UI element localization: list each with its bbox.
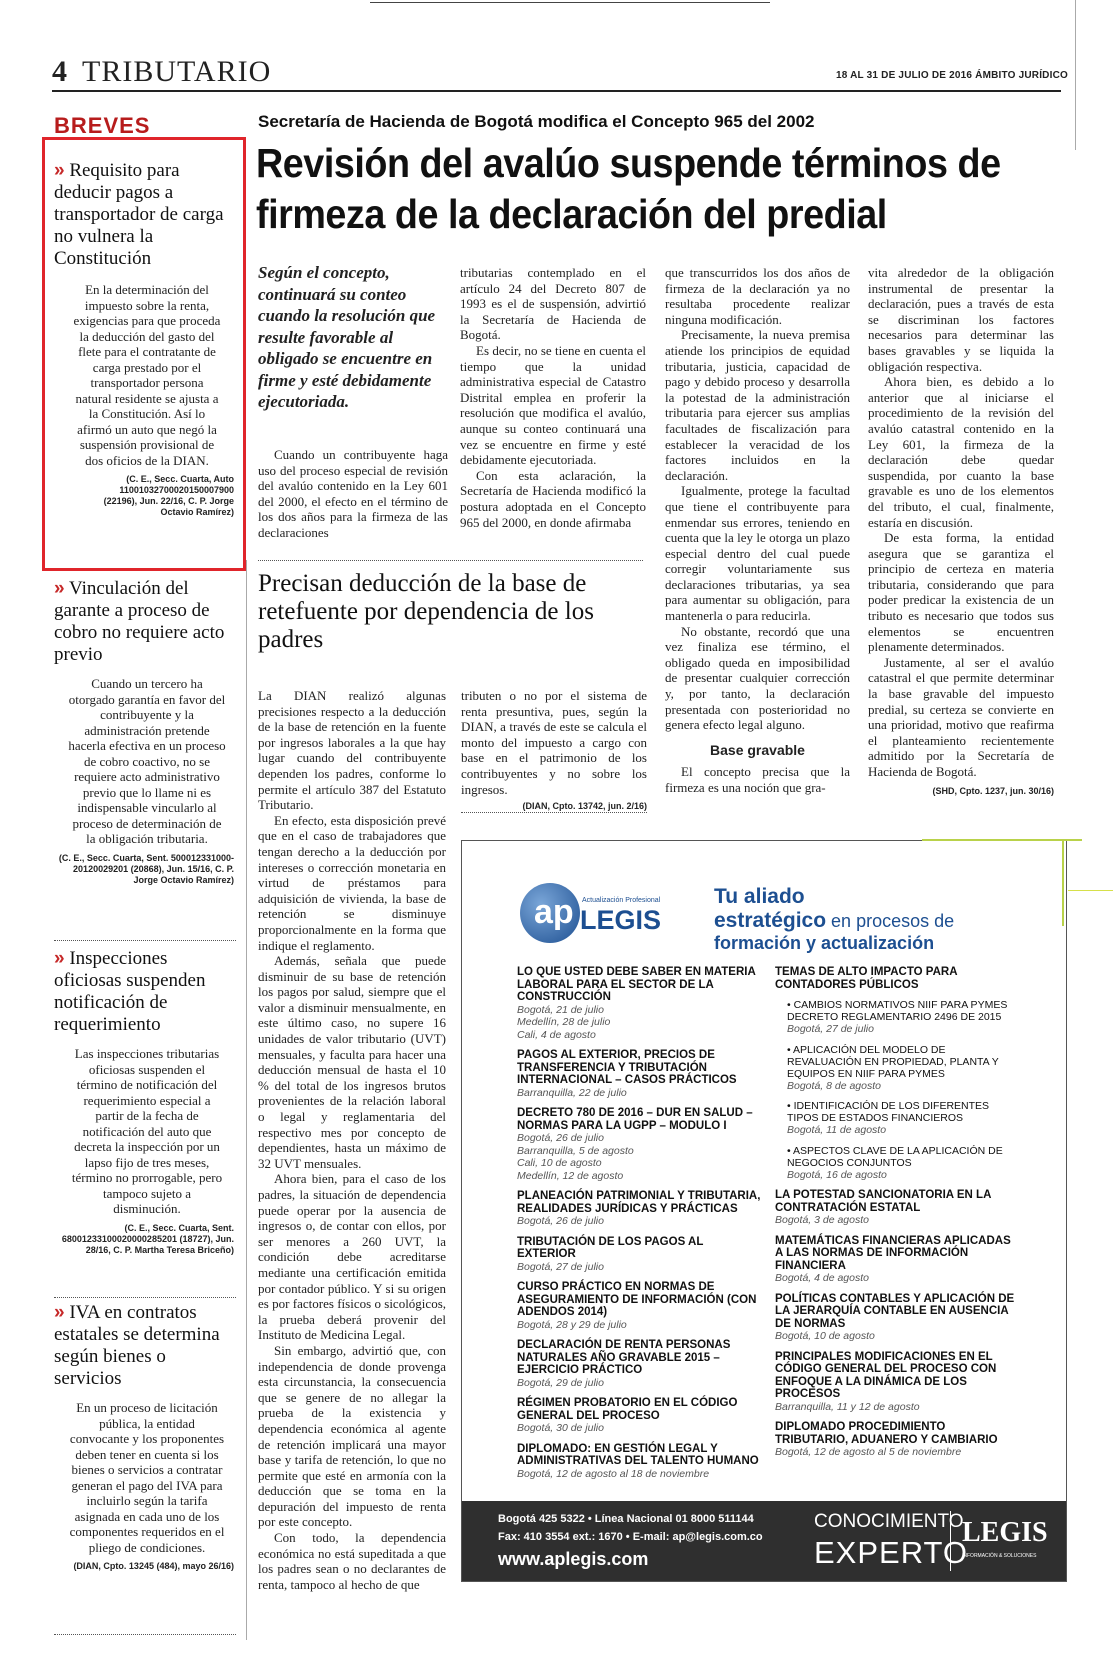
breves-label: BREVES [54,113,151,138]
slogan-line: formación y actualización [714,933,935,953]
brief-title: » Requisito para deducir pagos a transportador de carga no vulnera la Constitución [54,160,224,269]
article2-headline: Precisan deducción de la base de retefuente por dependencia de los padres [258,570,594,653]
paragraph: tributarias contemplado en el artículo 24 del Decreto 807 de 1993 es el de suspensión, advirtió la Secretaría de Hacienda de Bogotá. [460,265,646,343]
footer-divider [950,1511,951,1571]
paragraph: que transcurridos los dos años de firmeza de la declaración ya no resultaba procedente realizar ninguna modificación. [665,265,850,327]
course-title: DIPLOMADO PROCEDIMIENTO TRIBUTARIO, ADUANERO Y CAMBIARIO [775,1421,998,1446]
brief-cite: (C. E., Secc. Cuarta, Sent. 68001233100020000285201 (18727), Jun. 28/16, C. P. Martha Teresa Briceño) [61,1222,234,1255]
course-title: LA POTESTAD SANCIONATORIA EN LA CONTRATACIÓN ESTATAL [775,1189,991,1214]
paragraph: vita alrededor de la obligación instrumental de presentar la declaración, pues a través de esta se discriminan los factores necesarios para determinar las bases gravables y se liquida la obligación respectiva. [868,265,1054,374]
brief-1 [54,160,234,518]
paragraph: Además, señala que puede disminuir de su base de retención los pagos por salud, siempre que el valor a disminuir mensualmente, en este último caso, no supere 16 unidades de valor tributario (UVT) mensuales, y faculta para hacer una deducción mensual de hasta el 10 % del total de los ingresos brutos provenientes de la relación laboral o legal y reglamentaria del respectivo mes por concepto de dependientes, hasta un máximo de 32 UVT mensuales. [258,953,446,1171]
course-item[interactable] [775,1421,1020,1459]
brief-title: » Vinculación del garante a proceso de cobro no requiere acto previo [54,578,225,665]
course-date: Bogotá, 26 de julio [517,1215,604,1227]
double-arrow-icon: » [54,160,65,181]
footer-website[interactable]: www.aplegis.com [498,1549,649,1569]
course-title: • CAMBIOS NORMATIVOS NIIF PARA PYMES DECRETO REGLAMENTARIO 2496 DE 2015 [787,999,1008,1023]
course-date: Cali, 4 de agosto [517,1028,596,1041]
course-item[interactable] [517,1281,762,1331]
footer-brand: LEGIS [962,1517,1048,1548]
footer-phone: Bogotá 425 5322 • Línea Nacional 01 8000 511144 [498,1513,754,1525]
course-date: Barranquilla, 5 de agosto [517,1144,634,1157]
course-date: Bogotá, 4 de agosto [775,1272,869,1284]
paragraph: En efecto, esta disposición prevé que en el caso de trabajadores que tengan derecho a la deducción por intereses o corrección monetaria en virtud de préstamos para adquisición de vivienda, la base de retención se disminuye proporcionalmente en la forma que indique el reglamento. [258,812,446,953]
logo-small-text: Actualización Profesional [582,897,661,904]
slogan-bold: estratégico [714,909,827,932]
course-title: DIPLOMADO: EN GESTIÓN LEGAL Y ADMINISTRATIVAS DEL TALENTO HUMANO [517,1442,759,1467]
course-date: Bogotá, 29 de julio [517,1376,604,1389]
course-item[interactable] [517,966,762,1041]
course-item[interactable] [517,1107,762,1182]
article-divider [258,560,643,561]
course-item[interactable] [517,1049,762,1099]
course-date: Bogotá, 28 y 29 de julio [517,1318,627,1331]
footer-tag-2: EXPERTO [814,1535,969,1570]
course-item[interactable] [775,1293,1020,1343]
brief-title: » IVA en contratos estatales se determina según bienes o servicios [54,1302,220,1389]
footer-tag-1: CONOCIMIENTO [814,1511,964,1532]
article-kicker: Secretaría de Hacienda de Bogotá modifica el Concepto 965 del 2002 [258,112,815,131]
article-column-4 [868,265,1054,799]
article2-divider [461,812,647,813]
paragraph: Ahora bien, para el caso de los padres, la situación de dependencia puede operar por la ausencia de ingresos o, de contar con ellos, por ser menores a 260 UVT, la condición debe acreditarse mediante una certificación emitida por contador público. Y si su origen es por factores físicos o sicológicos, la prueba deberá provenir del Instituto de Medicina Legal. [258,1171,446,1343]
aplegis-advertisement[interactable] [461,840,1067,1582]
paragraph: Es decir, no se tiene en cuenta el tiempo que la unidad administrativa especial de Catastro Distrital emplea en proferir la resolución que modifica el avalúo, aunque su conteo continuará una vez se encuentre en firme y esté debidamente ejecutoriada. [460,342,646,468]
course-title: • ASPECTOS CLAVE DE LA APLICACIÓN DE NEGOCIOS CONJUNTOS [787,1144,1003,1169]
dateline: 18 AL 31 DE JULIO DE 2016 ÁMBITO JURÍDICO [836,70,1068,81]
slogan-line: Tu aliado [714,885,805,908]
brief-body: Las inspecciones tributarias oficiosas suspenden el término de notificación del requerimiento especial a partir de la fecha de notificación del auto que decreta la inspección por un lapso fijo de tres meses, término no prorrogable, pero tampoco sujeto a disminución. [71,1046,223,1216]
course-date: Barranquilla, 11 y 12 de agosto [775,1400,920,1413]
paragraph: Igualmente, protege la facultad que tiene el contribuyente para enmendar sus errores, teniendo en cuenta que la ley le otorga un plazo especial dentro del cual puede corregir voluntariamente sus declaraciones tributarias, ya sea para aumentar su obligación, para mantenerla o para reducirla. [665,483,850,624]
course-date: Bogotá, 16 de agosto [787,1168,887,1181]
course-item[interactable] [775,1189,1020,1227]
brief-4 [54,1302,234,1572]
course-title: DECRETO 780 DE 2016 – DUR EN SALUD – NORMAS PARA LA UGPP – MODULO I [517,1107,753,1132]
section-title: TRIBUTARIO [82,55,272,88]
article-column-3 [665,265,850,796]
course-title: • IDENTIFICACIÓN DE LOS DIFERENTES TIPOS DE ESTADOS FINANCIEROS [787,1100,990,1124]
course-date: Bogotá, 8 de agosto [787,1079,881,1092]
ad-green-rule [922,839,1082,841]
course-title: PLANEACIÓN PATRIMONIAL Y TRIBUTARIA, REALIDADES JURÍDICAS Y PRÁCTICAS [517,1190,761,1215]
brief-divider [54,1634,236,1635]
course-title: LO QUE USTED DEBE SABER EN MATERIA LABORAL PARA EL SECTOR DE LA CONSTRUCCIÓN [517,966,756,1003]
course-date: Bogotá, 12 de agosto al 5 de noviembre [775,1446,962,1458]
pull-quote: Según el concepto, continuará su conteo cuando la resolución que resulte favorable al obligado se encuentre en firme y esté debidamente ejecutoriada. [258,263,436,411]
header-rule [52,90,1061,92]
logo-legis: LEGIS [580,905,662,935]
page-number: 4 [52,55,68,88]
course-item[interactable] [517,1339,762,1389]
paragraph: Sin embargo, advirtió que, con independencia de donde provenga esta circunstancia, la consecuencia que se genere de no allegar la prueba de la existencia y dependencia económica al agente de retención implicará una mayor base y tarifa de retención, lo que no permite que esté en armonía con la deducción que se toma en la depuración del impuesto de renta por este concepto. [258,1342,446,1530]
brief-2 [54,578,234,886]
course-date: Bogotá, 21 de julio [517,1003,604,1016]
subtitle-base-gravable: Base gravable [710,741,805,758]
article2-cite: (DIAN, Cpto. 13742, jun. 2/16) [522,801,647,812]
article2-column-2 [461,688,647,815]
course-date: Medellín, 12 de agosto [517,1169,624,1182]
ad-right-sub-list [787,999,1020,1181]
course-date: Bogotá, 10 de agosto [775,1330,875,1342]
column-rule [246,560,247,1640]
course-title: CURSO PRÁCTICO EN NORMAS DE ASEGURAMIENTO DE INFORMACIÓN (CON ADENDOS 2014) [517,1281,757,1318]
ad-right-column [775,966,1020,1467]
slogan-line [714,909,954,933]
paragraph: Con todo, la dependencia económica no está supeditada a que los padres sean o no declarantes de renta, tampoco al hecho de que [258,1530,446,1592]
aplegis-logo [520,883,670,943]
course-date: Cali, 10 de agosto [517,1157,602,1169]
paragraph: Justamente, al ser el avalúo catastral el que permite determinar la base gravable del impuesto predial, su certeza se convierte en una prioridad, motivo que reafirma el planteamiento recientemente admitido por la Secretaría de Hacienda de Bogotá. [868,654,1054,779]
course-date: Medellín, 28 de julio [517,1016,611,1028]
footer-brand-sub: INFORMACIÓN & SOLUCIONES [962,1553,1037,1559]
ad-left-column [517,966,762,1488]
course-title: • APLICACIÓN DEL MODELO DE REVALUACIÓN EN PROPIEDAD, PLANTA Y EQUIPOS EN NIIF PARA PYMES [787,1043,999,1080]
course-date: Bogotá, 26 de julio [517,1132,604,1144]
brief-divider [54,940,236,941]
ad-slogan [714,885,954,954]
course-item[interactable] [517,1236,762,1274]
article-cite: (SHD, Cpto. 1237, jun. 30/16) [932,785,1054,796]
margin-mark [1068,890,1113,891]
brief-title: » Inspecciones oficiosas suspenden notificación de requerimiento [54,948,206,1035]
article-column-2 [460,265,646,530]
course-item[interactable] [787,1044,1020,1093]
course-item[interactable] [517,1190,762,1228]
brief-body: En la determinación del impuesto sobre la renta, exigencias para que proceda la deducción del gasto del flete para el contratante de carga prestado por el transportador persona natural residente se ajusta a la Constitución. Así lo afirmó un auto que negó la suspensión provisional de dos oficios de la DIAN. [73,282,221,468]
brief-3 [54,948,234,1256]
paragraph: Cuando un contribuyente haga uso del proceso especial de revisión del avalúo contenido en la Ley 601 del 2000, el efecto en el término de los dos años para la firmeza de las declaraciones [258,447,448,540]
course-item[interactable] [787,1100,1020,1137]
course-item[interactable] [517,1397,762,1435]
article2-column-1 [258,688,446,1592]
paragraph: De esta forma, la entidad asegura que se garantiza el principio de certeza en materia tributaria, considerando que para poder predicar la existencia de un tributo es necesario que todos sus elementos se encuentren plenamente determinados. [868,530,1054,655]
double-arrow-icon: » [54,578,65,599]
brief-cite: (C. E., Secc. Cuarta, Sent. 500012331000-20120029201 (20868), Jun. 15/16, C. P. Jorge Octavio Ramírez) [58,852,234,885]
course-title: PAGOS AL EXTERIOR, PRECIOS DE TRANSFERENCIA Y TRIBUTACIÓN INTERNACIONAL – CASOS PRÁCTICOS [517,1049,737,1086]
ad-green-side [1062,841,1064,926]
course-item[interactable] [787,999,1020,1036]
course-title: PRINCIPALES MODIFICACIONES EN EL CÓDIGO GENERAL DEL PROCESO CON ENFOQUE A LA DINÁMICA DE LOS PROCESOS [775,1350,997,1400]
paragraph: No obstante, recordó que una vez finaliza ese término, el obligado queda en imposibilidad de presentar cualquier corrección y, por tanto, la declaración presentada con posterioridad no genera efecto legal alguno. [665,623,850,733]
ad-footer [462,1501,1066,1581]
ad-right-course-list [775,1189,1020,1459]
slogan-normal: en procesos de [826,911,955,931]
course-item[interactable] [775,1351,1020,1414]
course-title: TEMAS DE ALTO IMPACTO PARA CONTADORES PÚBLICOS [775,966,958,991]
brief-body: En un proceso de licitación pública, la entidad convocante y los proponentes deben tener en cuenta si los bienes o servicios a contratar generan el pago del IVA para incluirlo según la tarifa asignada en cada uno de los componentes requeridos en el pliego de condiciones. [69,1400,225,1555]
course-date: Bogotá, 3 de agosto [775,1214,869,1226]
article-headline: Revisión del avalúo suspende términos de firmeza de la declaración del predial [256,140,1001,237]
footer-fax: Fax: 410 3554 ext.: 1670 • E-mail: ap@legis.com.co [498,1531,763,1543]
brief-divider [54,1297,236,1298]
double-arrow-icon: » [54,948,65,969]
course-title: RÉGIMEN PROBATORIO EN EL CÓDIGO GENERAL DEL PROCESO [517,1397,738,1422]
paragraph: Con esta aclaración, la Secretaría de Hacienda modificó la postura adoptada en el Concepto 965 del 2000, en donde afirmaba [460,467,646,530]
paragraph: tributen o no por el sistema de renta presuntiva, pues, según la DIAN, a través de este se calcula el monto del impuesto a cargo con base en el patrimonio de los contribuyentes y no sobre los ingresos. [461,688,647,797]
course-item[interactable] [517,1443,762,1481]
course-date: Barranquilla, 22 de julio [517,1086,627,1099]
course-item[interactable] [787,1145,1020,1182]
brief-cite: (C. E., Secc. Cuarta, Auto 11001032700020150007900 (22196), Jun. 22/16, C. P. Jorge Octavio Ramírez) [103,474,234,517]
paragraph: Precisamente, la nueva premisa atiende los principios de equidad tributaria, justicia, capacidad de pago y debido proceso y desarrolla la potestad de la administración tributaria para ejercer sus amplias facultades de fiscalización para establecer la veracidad de los factores incluidos en la declaración. [665,327,850,483]
top-rule [370,2,770,3]
course-item[interactable] [775,1235,1020,1285]
course-date: Bogotá, 27 de julio [517,1260,604,1273]
course-title: MATEMÁTICAS FINANCIERAS APLICADAS A LAS NORMAS DE INFORMACIÓN FINANCIERA [775,1234,1011,1272]
course-title: TRIBUTACIÓN DE LOS PAGOS AL EXTERIOR [517,1235,704,1260]
paragraph: El concepto precisa que la firmeza es una noción que gra- [665,764,850,795]
article-column-1 [258,447,448,541]
course-date: Bogotá, 27 de julio [787,1023,874,1035]
course-date: Bogotá, 11 de agosto [787,1124,887,1136]
double-arrow-icon: » [54,1302,65,1323]
course-date: Bogotá, 12 de agosto al 18 de noviembre [517,1467,710,1480]
course-title: POLÍTICAS CONTABLES Y APLICACIÓN DE LA JERARQUÍA CONTABLE EN AUSENCIA DE NORMAS [775,1292,1015,1330]
course-date: Bogotá, 30 de julio [517,1422,604,1434]
course-title: DECLARACIÓN DE RENTA PERSONAS NATURALES AÑO GRAVABLE 2015 – EJERCICIO PRÁCTICO [517,1339,731,1376]
brief-body: Cuando un tercero ha otorgado garantía en favor del contribuyente y la administración pretende hacerla efectiva en un proceso de cobro coactivo, no se requiere acto administrativo previo que lo llame ni es indispensable vincularlo al proceso de determinación de la obligación tributaria. [68,676,226,846]
right-header [775,966,1020,991]
brief-cite: (DIAN, Cpto. 13245 (484), mayo 26/16) [73,1561,234,1571]
edge-rule [1075,0,1076,150]
logo-ap: ap [534,893,574,931]
paragraph: La DIAN realizó algunas precisiones respecto a la deducción de la base de retención en la fuente por ingresos laborales a la que hay lugar cuando del contribuyente dependen los padres, conforme lo permite el artículo 387 del Estatuto Tributario. [258,688,446,813]
paragraph: Ahora bien, es debido a lo anterior que al iniciarse el procedimiento de la revisión del avalúo catastral contenido en la Ley 601, la firmeza de la declaración debe quedar suspendida, por cuanto la base gravable es uno de los elementos del tributo, el cual, finalmente, estaría en discusión. [868,374,1054,530]
